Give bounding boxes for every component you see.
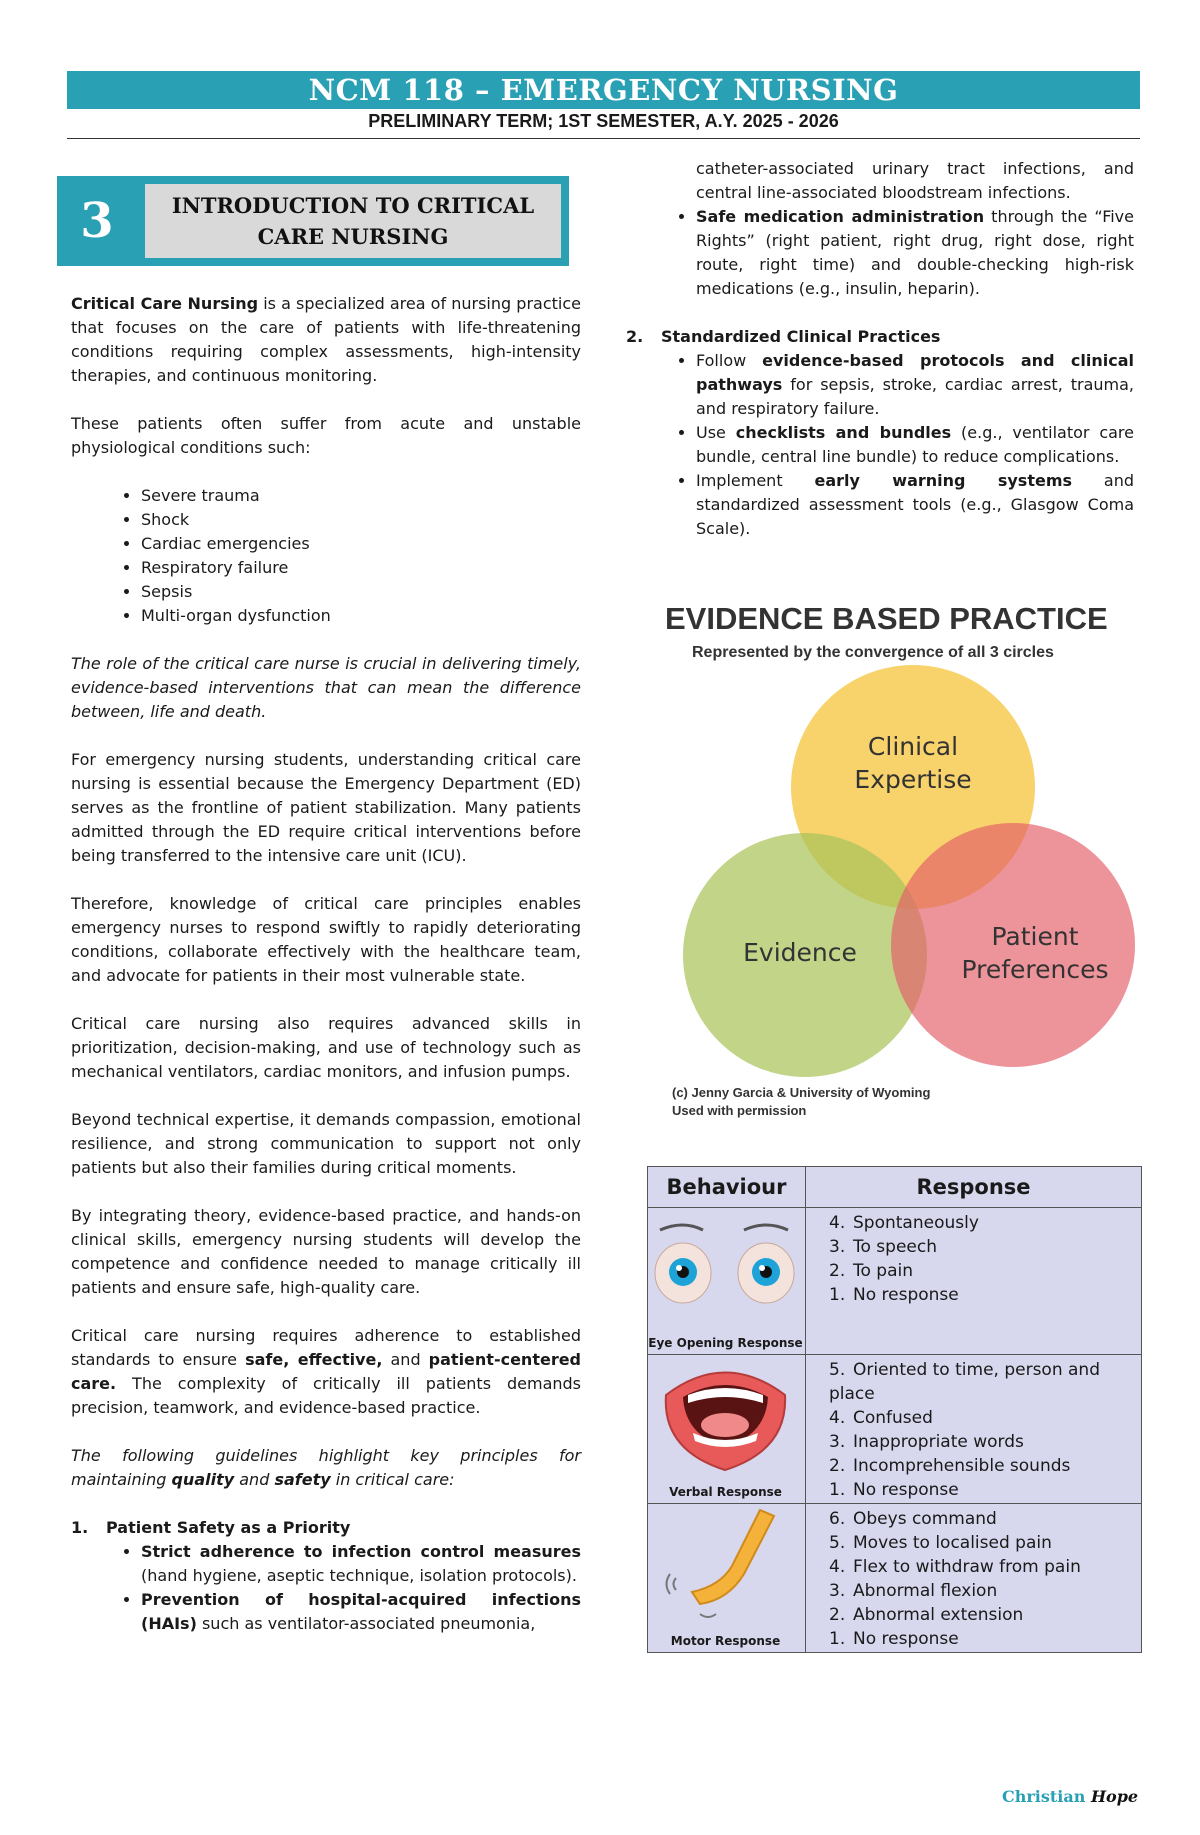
bold-text: safety <box>274 1470 331 1489</box>
verbal-response-list <box>807 1358 1140 1502</box>
response-text: To speech <box>853 1237 937 1257</box>
guidelines-intro <box>71 1444 581 1492</box>
guideline-2-heading <box>626 325 1134 349</box>
list-item: • Shock <box>141 508 581 532</box>
right-column <box>626 157 1134 565</box>
motor-caption: Motor Response <box>670 1634 781 1648</box>
header-divider <box>67 138 1140 139</box>
guideline-2-list <box>626 349 1134 541</box>
list-item: • Sepsis <box>141 580 581 604</box>
eye-responses <box>806 1208 1142 1355</box>
course-title: NCM 118 – EMERGENCY NURSING <box>67 71 1140 109</box>
text: Implement <box>696 471 815 490</box>
skills-paragraph: Critical care nursing also requires advanced skills in prioritization, decision-making, and use of technology such as mechanical ventilators, cardiac monitors, and infusion pumps. <box>71 1014 581 1081</box>
list-item <box>696 469 1134 541</box>
term-subtitle: PRELIMINARY TERM; 1ST SEMESTER, A.Y. 2025 - 2026 <box>368 111 839 131</box>
response-header: Response <box>806 1167 1142 1208</box>
guideline-title: Standardized Clinical Practices <box>661 327 941 346</box>
list-item <box>807 1478 1140 1502</box>
text: The following guidelines highlight key principles for maintaining <box>71 1446 581 1489</box>
guideline-1-heading <box>71 1516 581 1540</box>
text: Use <box>696 423 736 442</box>
guideline-1-list-cont <box>626 205 1134 301</box>
ebp-credit-2: Used with permission <box>672 1103 807 1118</box>
section-heading-box <box>57 176 569 266</box>
eye-response-list <box>807 1211 1140 1307</box>
list-item <box>807 1211 1140 1235</box>
list-item <box>807 1603 1140 1627</box>
eye-cell <box>648 1208 806 1355</box>
author-first: Christian <box>1002 1787 1086 1806</box>
guideline-number: 1. <box>71 1518 89 1537</box>
left-column <box>71 292 581 1660</box>
bold-text: Strict adherence to infection control measures <box>141 1542 581 1561</box>
table-row <box>648 1355 1142 1504</box>
intro-text: is a specialized area of nursing practice that focuses on the care of patients with life-threatening conditions requiring complex assessments, high-intensity therapies, and continuous monitoring. <box>71 294 581 385</box>
author-second: Hope <box>1090 1787 1139 1806</box>
gcs-table <box>647 1166 1142 1653</box>
list-item: • Respiratory failure <box>141 556 581 580</box>
score: 2. <box>829 1456 846 1476</box>
response-text: Obeys command <box>853 1509 997 1529</box>
score: 5. <box>829 1360 846 1380</box>
score: 4. <box>829 1213 846 1233</box>
table-row <box>648 1504 1142 1653</box>
response-text: Flex to withdraw from pain <box>853 1557 1081 1577</box>
list-item <box>807 1406 1140 1430</box>
author-signature <box>1002 1787 1138 1806</box>
response-text: Incomprehensible sounds <box>853 1456 1071 1476</box>
motor-response-list <box>807 1507 1140 1651</box>
clinical-label-2: Expertise <box>854 765 972 794</box>
text: such as ventilator-associated pneumonia, <box>196 1614 536 1633</box>
text: for sepsis, stroke, cardiac arrest, trauma, and respiratory failure. <box>696 375 1134 418</box>
text: The complexity of critically ill patients demands precision, teamwork, and evidence-based practice. <box>71 1374 581 1417</box>
score: 4. <box>829 1557 846 1577</box>
response-text: To pain <box>853 1261 914 1281</box>
compassion-paragraph: Beyond technical expertise, it demands compassion, emotional resilience, and strong communication to support not only patients but also their families during critical moments. <box>71 1110 581 1177</box>
ed-paragraph: For emergency nursing students, understanding critical care nursing is essential because the Emergency Department (ED) serves as the frontline of patient stabilization. Many patients admitted through the ED require critical interventions before being transferred to the intensive care unit (ICU). <box>71 750 581 865</box>
score: 5. <box>829 1533 846 1553</box>
text: (hand hygiene, aseptic technique, isolation protocols). <box>141 1566 577 1585</box>
response-text: No response <box>853 1285 959 1305</box>
score: 1. <box>829 1629 846 1649</box>
list-item <box>807 1259 1140 1283</box>
score: 4. <box>829 1408 846 1428</box>
ebp-credit-1: (c) Jenny Garcia & University of Wyoming <box>672 1085 931 1100</box>
standards-paragraph <box>71 1324 581 1420</box>
motor-cell <box>648 1504 806 1653</box>
response-text: No response <box>853 1629 959 1649</box>
response-text: Inappropriate words <box>853 1432 1024 1452</box>
section-number: 3 <box>80 193 114 249</box>
list-item <box>807 1555 1140 1579</box>
score: 2. <box>829 1605 846 1625</box>
motor-responses <box>806 1504 1142 1653</box>
clinical-label-1: Clinical <box>867 732 959 761</box>
behaviour-header: Behaviour <box>648 1167 806 1208</box>
text: and standardized assessment tools (e.g., Glasgow Coma Scale). <box>696 471 1135 538</box>
conditions-intro: These patients often suffer from acute and unstable physiological conditions such: <box>71 414 581 457</box>
bold-text: safe, effective, <box>245 1350 383 1369</box>
ebp-title: EVIDENCE BASED PRACTICE <box>665 601 1108 636</box>
list-item <box>807 1627 1140 1651</box>
response-text: Abnormal extension <box>853 1605 1024 1625</box>
text: Critical care nursing requires adherence to established standards to ensure <box>71 1326 581 1369</box>
response-text: No response <box>853 1480 959 1500</box>
text: through the “Five Rights” (right patient, right drug, right dose, right route, right time) and double-checking high-risk medications (e.g., insulin, heparin). <box>696 207 1134 298</box>
ebp-venn-diagram <box>660 595 1140 1140</box>
list-item <box>807 1430 1140 1454</box>
score: 3. <box>829 1432 846 1452</box>
text: (e.g., ventilator care bundle, central line bundle) to reduce complications. <box>696 423 1135 466</box>
intro-term: Critical Care Nursing <box>71 294 259 313</box>
section-title: INTRODUCTION TO CRITICAL CARE NURSING <box>145 184 561 258</box>
score: 1. <box>829 1285 846 1305</box>
integration-paragraph: By integrating theory, evidence-based practice, and hands-on clinical skills, emergency nursing students will develop the competence and confidence needed to manage critically ill patients and ensure safe, high-quality care. <box>71 1206 581 1297</box>
list-item <box>141 1540 581 1588</box>
bold-text: patient-centered care. <box>71 1350 582 1393</box>
score: 6. <box>829 1509 846 1529</box>
bold-text: quality <box>171 1470 235 1489</box>
conditions-list <box>71 484 581 628</box>
bold-text: evidence-based protocols and clinical pathways <box>696 351 1135 394</box>
arm-icon <box>648 1504 803 1629</box>
response-text: Confused <box>853 1408 933 1428</box>
score: 1. <box>829 1480 846 1500</box>
guideline-title: Patient Safety as a Priority <box>106 1518 351 1537</box>
score: 3. <box>829 1237 846 1257</box>
list-item <box>807 1358 1140 1406</box>
ebp-subtitle: Represented by the convergence of all 3 circles <box>692 644 1054 661</box>
knowledge-paragraph: Therefore, knowledge of critical care principles enables emergency nurses to respond swiftly to rapidly deteriorating conditions, collaborate effectively with the healthcare team, and advocate for patients in their most vulnerable state. <box>71 894 581 985</box>
evidence-label: Evidence <box>743 938 857 967</box>
bold-text: checklists and bundles <box>735 423 952 442</box>
eye-caption: Eye Opening Response <box>648 1336 803 1350</box>
gcs-header-row <box>648 1167 1142 1208</box>
role-paragraph: The role of the critical care nurse is crucial in delivering timely, evidence-based interventions that can mean the difference between, life and death. <box>71 654 581 721</box>
text: and <box>382 1350 429 1369</box>
text: in critical care: <box>330 1470 455 1489</box>
list-item <box>807 1507 1140 1531</box>
response-text: Abnormal flexion <box>853 1581 998 1601</box>
table-row <box>648 1208 1142 1355</box>
list-item <box>696 421 1134 469</box>
list-item <box>807 1454 1140 1478</box>
score: 3. <box>829 1581 846 1601</box>
list-item <box>807 1531 1140 1555</box>
list-item <box>807 1579 1140 1603</box>
text: and <box>234 1470 275 1489</box>
list-item: • Multi-organ dysfunction <box>141 604 581 628</box>
list-item <box>696 205 1134 301</box>
eyes-icon <box>648 1208 803 1328</box>
score: 2. <box>829 1261 846 1281</box>
list-item: • Cardiac emergencies <box>141 532 581 556</box>
bold-text: Prevention of hospital-acquired infections (HAIs) <box>141 1590 581 1633</box>
verbal-caption: Verbal Response <box>669 1485 782 1499</box>
list-item <box>807 1283 1140 1307</box>
patient-label-1: Patient <box>991 922 1079 951</box>
list-item <box>807 1235 1140 1259</box>
list-item <box>696 349 1134 421</box>
response-text: Spontaneously <box>853 1213 979 1233</box>
response-text: Oriented to time, person and place <box>829 1360 1100 1404</box>
verbal-responses <box>806 1355 1142 1504</box>
response-text: Moves to localised pain <box>853 1533 1052 1553</box>
patient-label-2: Preferences <box>961 955 1109 984</box>
bold-text: Safe medication administration <box>696 207 985 226</box>
guideline-1-list <box>71 1540 581 1636</box>
list-item <box>141 1588 581 1636</box>
continued-text: catheter-associated urinary tract infections, and central line-associated bloodstream infections. <box>696 159 1134 202</box>
list-item: • Severe trauma <box>141 484 581 508</box>
mouth-icon <box>648 1355 803 1480</box>
bold-text: early warning systems <box>814 471 1073 490</box>
verbal-cell <box>648 1355 806 1504</box>
guideline-number: 2. <box>626 327 644 346</box>
intro-paragraph <box>71 292 581 388</box>
text: Follow <box>696 351 763 370</box>
